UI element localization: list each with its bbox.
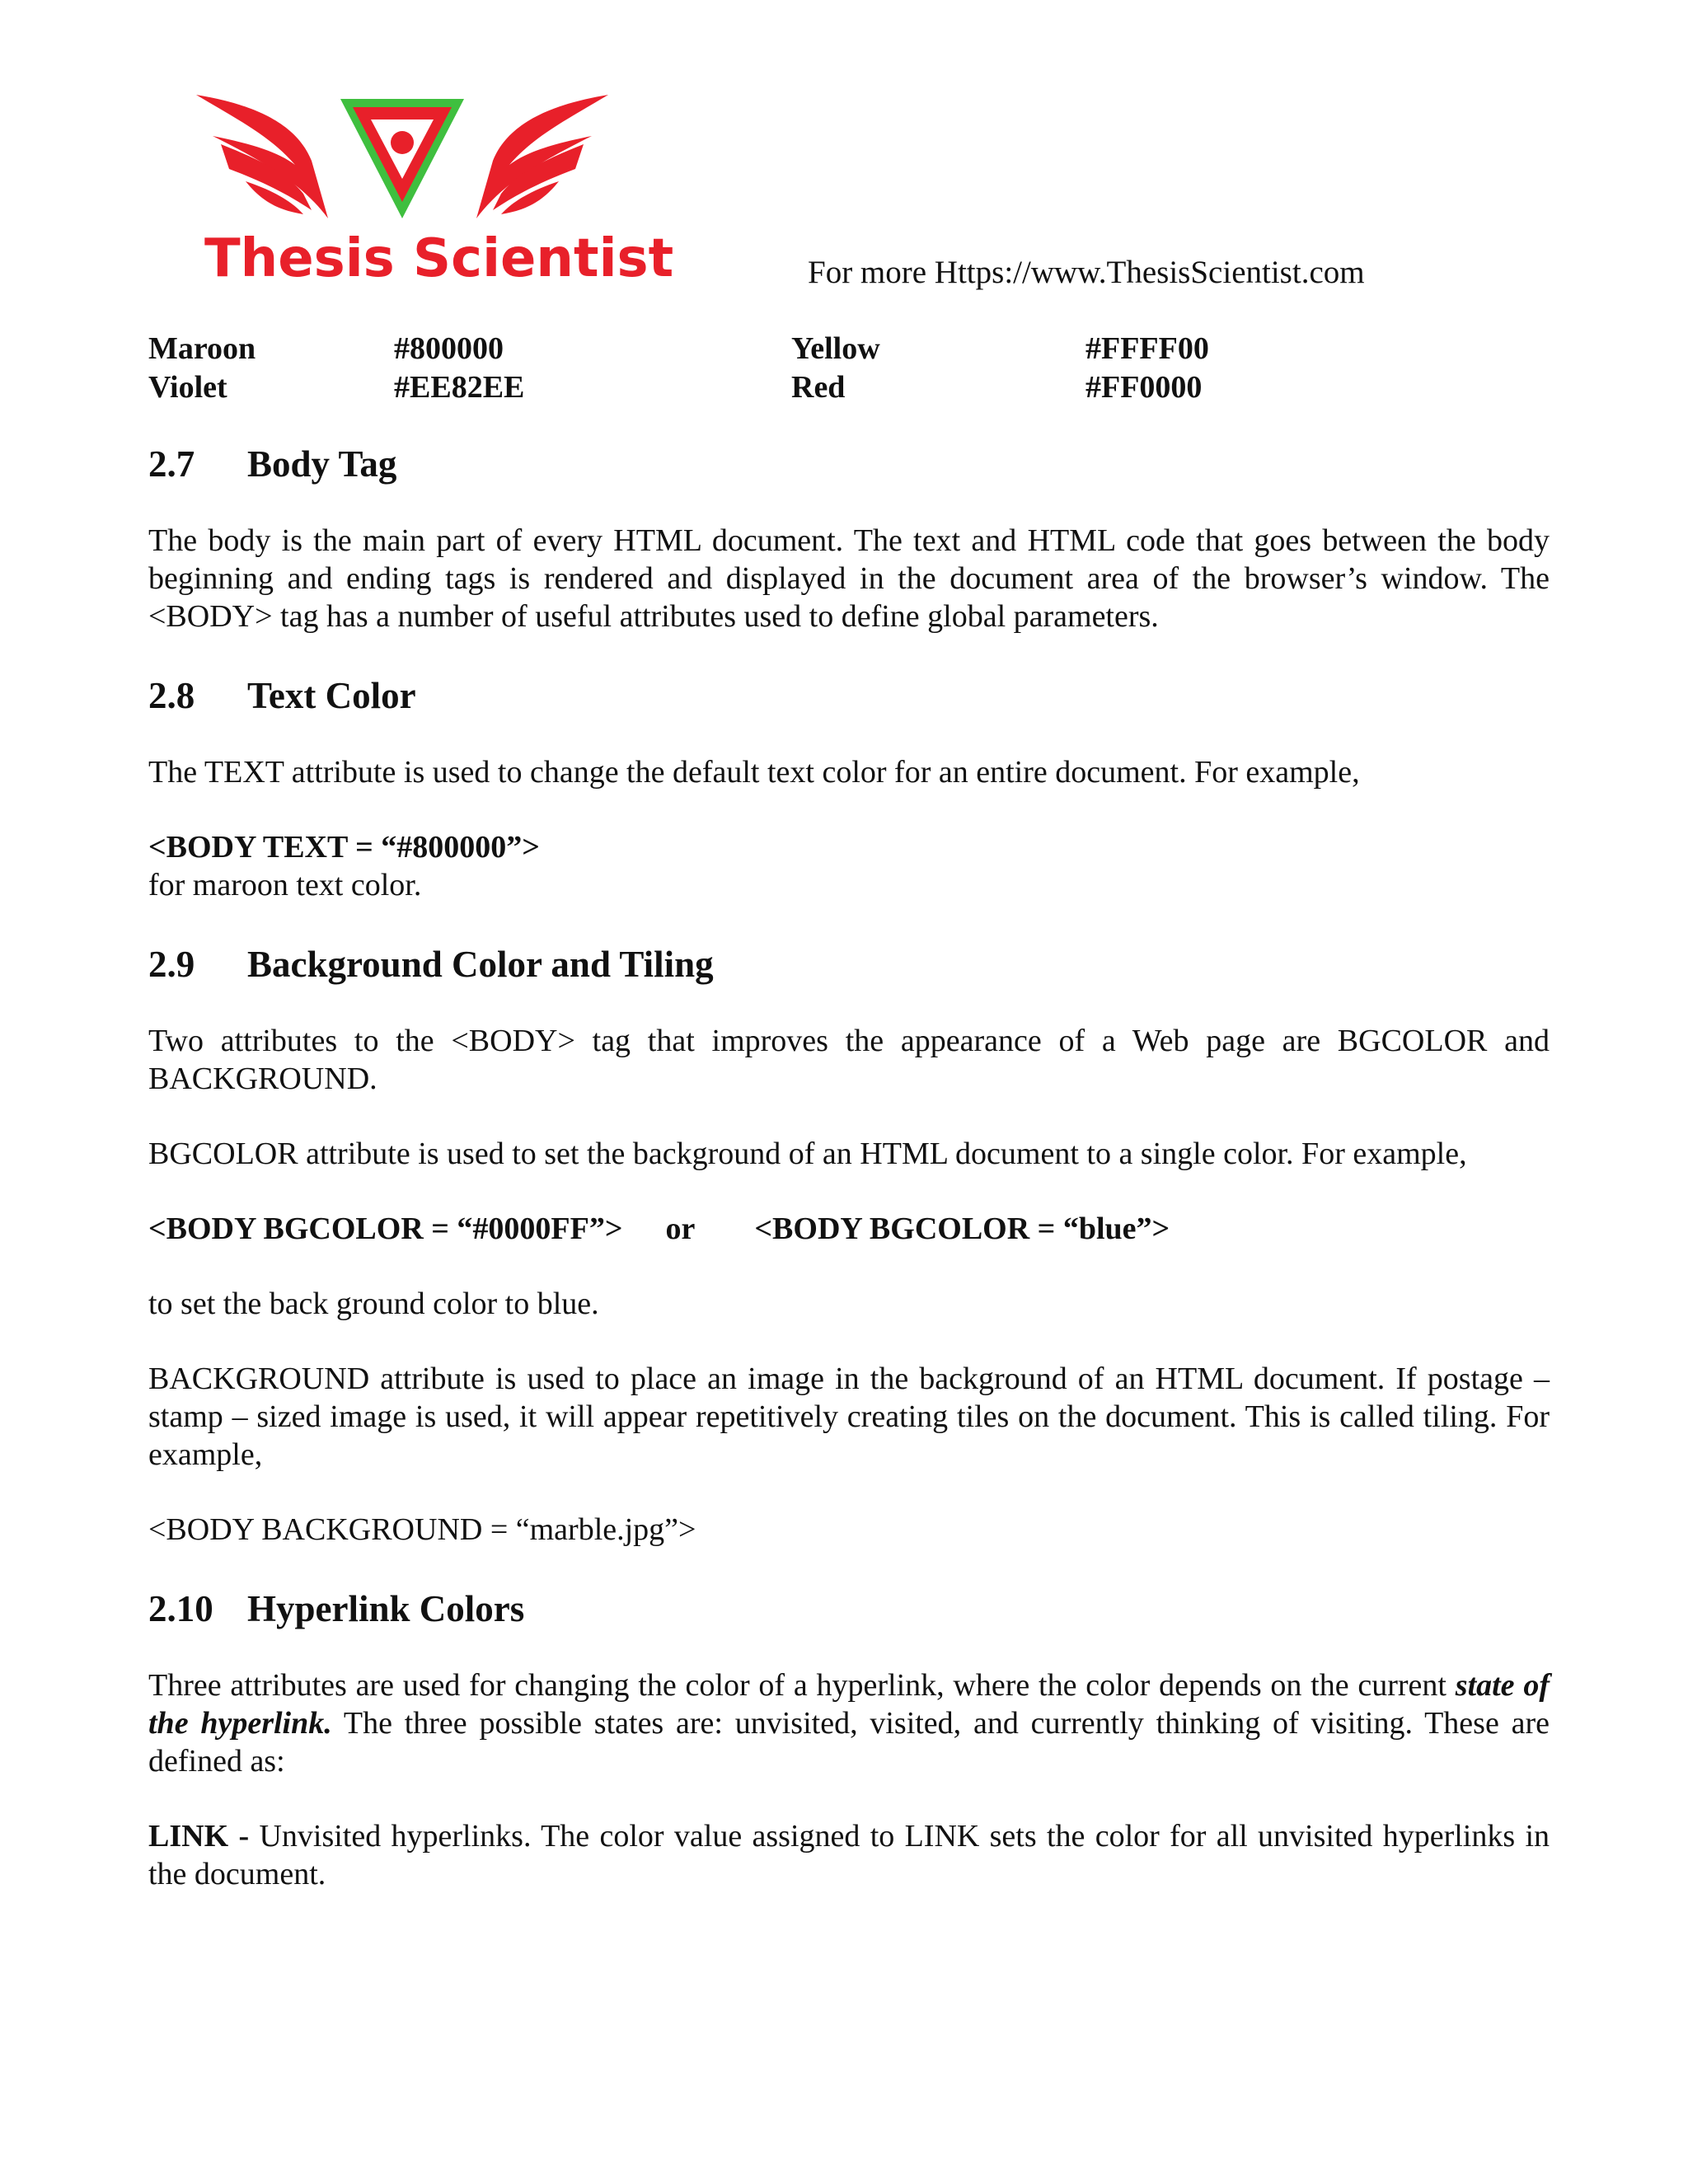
emphasized-text: state of the hyperlink.: [148, 1668, 1550, 1741]
color-row: [148, 368, 1550, 407]
paragraph: The body is the main part of every HTML document. The text and HTML code that goes between the body beginning and ending tags is rendered and displayed in the document area of the browser’s window. The <BODY> tag has a number of useful attributes used to define global parameters.: [148, 523, 1550, 634]
color-hex: #EE82EE: [394, 370, 525, 405]
code-example: <BODY BGCOLOR = “blue”>: [754, 1212, 1170, 1246]
logo-wordmark: Thesis Scientist: [204, 228, 674, 289]
paragraph: BACKGROUND attribute is used to place an image in the background of an HTML document. If postage – stamp – sized image is used, it will appear repetitively creating tiles on the document. This is called tiling. For example,: [148, 1361, 1550, 1472]
paragraph: The TEXT attribute is used to change the default text color for an entire document. For example,: [148, 755, 1360, 790]
section-heading-body-tag: [148, 441, 1550, 487]
paragraph: [148, 1666, 1550, 1780]
winged-triangle-emblem: [188, 87, 617, 231]
document-body: [148, 441, 1550, 1930]
color-name: Violet: [148, 370, 227, 405]
paragraph: for maroon text color.: [148, 868, 422, 902]
text-run: Three attributes are used for changing the color of a hyperlink, where the color depends on the current: [148, 1668, 1456, 1703]
paragraph: BGCOLOR attribute is used to set the background of an HTML document to a single color. For example,: [148, 1137, 1467, 1171]
section-title: Hyperlink Colors: [247, 1588, 525, 1629]
paragraph: to set the back ground color to blue.: [148, 1286, 599, 1321]
section-number: 2.10: [148, 1588, 213, 1629]
color-row: [148, 330, 1550, 368]
color-name: Maroon: [148, 331, 256, 366]
site-link-text: For more Https://www.ThesisScientist.com: [808, 255, 1365, 290]
color-table: [148, 330, 1550, 407]
section-number: 2.8: [148, 675, 195, 716]
section-heading-background-color: [148, 941, 1550, 987]
section-heading-text-color: [148, 673, 1550, 719]
color-name: Yellow: [791, 331, 880, 366]
color-hex: #FFFF00: [1085, 331, 1209, 366]
code-example: <BODY BGCOLOR = “#0000FF”>: [148, 1212, 623, 1246]
section-number: 2.7: [148, 443, 195, 485]
text-run: The three possible states are: unvisited, visited, and currently thinking of visiting. These are defined as:: [148, 1706, 1550, 1779]
section-heading-hyperlink-colors: [148, 1586, 1550, 1632]
color-hex: #FF0000: [1085, 370, 1203, 405]
definition-paragraph: [148, 1817, 1550, 1893]
paragraph: Two attributes to the <BODY> tag that improves the appearance of a Web page are BGCOLOR and BACKGROUND.: [148, 1024, 1550, 1096]
code-example-line: [148, 1210, 1550, 1248]
section-number: 2.9: [148, 944, 195, 985]
section-title: Text Color: [247, 675, 416, 716]
section-title: Background Color and Tiling: [247, 944, 714, 985]
color-name: Red: [791, 370, 846, 405]
definition-term: LINK -: [148, 1819, 250, 1854]
code-example: <BODY TEXT = “#800000”>: [148, 830, 540, 865]
section-title: Body Tag: [247, 443, 397, 485]
thesis-scientist-logo: [188, 87, 674, 313]
definition-text: Unvisited hyperlinks. The color value assigned to LINK sets the color for all unvisited hyperlinks in the document.: [148, 1819, 1550, 1891]
color-hex: #800000: [394, 331, 504, 366]
code-example: <BODY BACKGROUND = “marble.jpg”>: [148, 1512, 696, 1547]
or-separator: or: [665, 1212, 696, 1246]
